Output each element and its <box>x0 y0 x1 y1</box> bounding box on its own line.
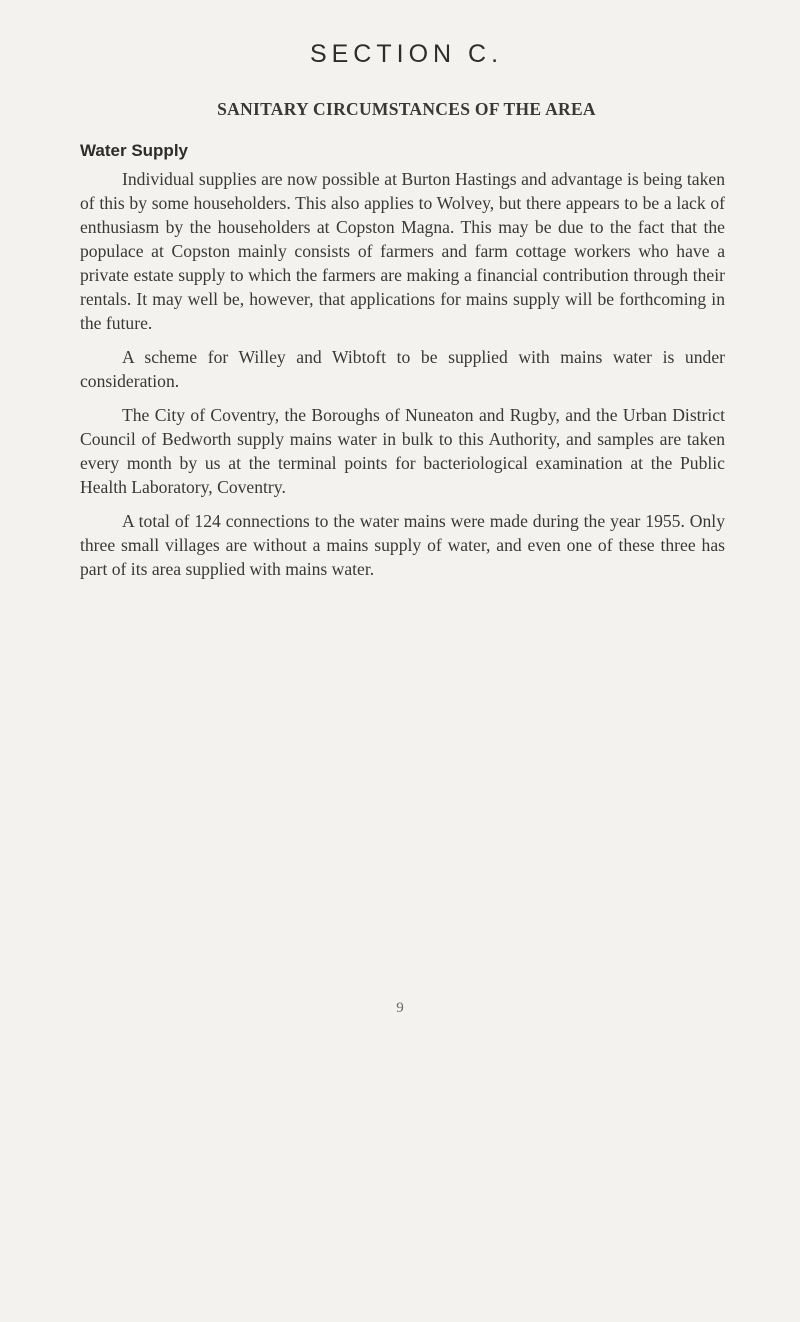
section-title: SANITARY CIRCUMSTANCES OF THE AREA <box>217 99 596 119</box>
paragraph: A total of 124 connections to the water mains were made during the year 1955. Only three small villages are without a mains supply of water, and even one of these three has part of its area supplied with mains water. <box>80 511 725 579</box>
paragraph: Individual supplies are now possible at Burton Hastings and advantage is being taken of this by some householders. This also applies to Wolvey, but there appears to be a lack of enthusiasm by the householders at Copston Magna. This may be due to the fact that the populace at Copston mainly consists of farmers and farm cottage workers who have a private estate supply to which the farmers are making a financial contribution through their rentals. It may well be, however, that applications for mains supply will be forthcoming in the future. <box>80 169 725 333</box>
paragraph: The City of Coventry, the Boroughs of Nuneaton and Rugby, and the Urban District Council of Bedworth supply mains water in bulk to this Authority, and samples are taken every month by us at the terminal points for bacteriological examination at the Public Health Laboratory, Coventry. <box>80 405 725 497</box>
section-label: SECTION C. <box>309 40 504 68</box>
page-number: 9 <box>396 1000 404 1016</box>
document-page <box>80 40 725 581</box>
paragraph: A scheme for Willey and Wibtoft to be supplied with mains water is under consideration. <box>80 347 725 391</box>
subheading-water-supply: Water Supply <box>80 141 188 160</box>
